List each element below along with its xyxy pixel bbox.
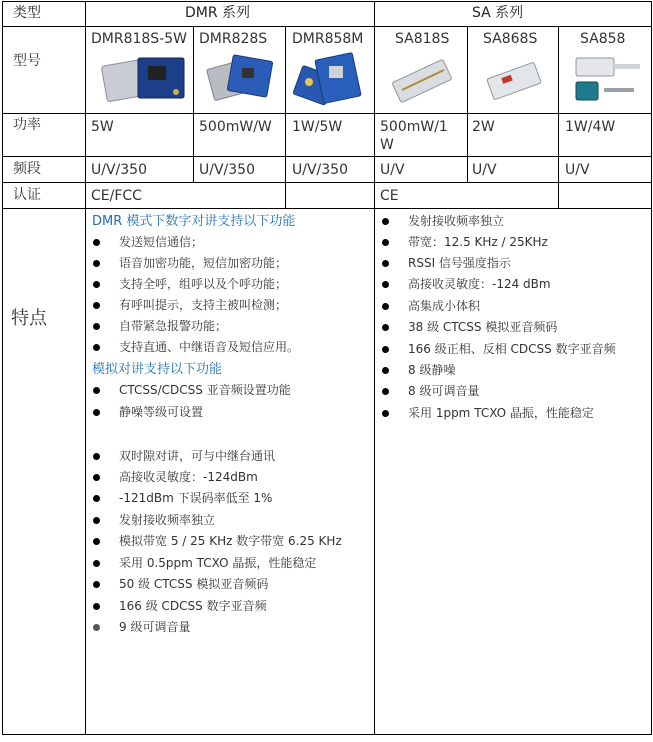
model-name: DMR858M: [292, 31, 364, 47]
list-item: 模拟带宽 5 / 25 KHz 数字带宽 6.25 KHz: [93, 531, 342, 552]
sa-series-header: SA 系列: [472, 5, 524, 21]
row-line-top: [2, 1, 652, 2]
bullet-icon: [93, 624, 100, 631]
bullet-icon: [382, 346, 389, 353]
col-line-dmr828: [193, 26, 194, 182]
bullet-icon: [93, 281, 100, 288]
col-line-right: [651, 1, 652, 735]
row-line-cert: [2, 208, 652, 209]
sa858-module-icon: [570, 52, 645, 107]
bullet-icon: [382, 324, 389, 331]
bullet-icon: [382, 281, 389, 288]
col-line-sa: [374, 1, 375, 735]
list-item: 自带紧急报警功能；: [93, 316, 227, 337]
cert-row-label: 认证: [13, 187, 41, 203]
col-line-left: [2, 1, 3, 735]
list-item: 166 级 CDCSS 数字亚音频: [93, 596, 267, 617]
band-row-label: 频段: [13, 161, 41, 177]
dmr-digital-heading: DMR 模式下数字对讲支持以下功能: [92, 214, 296, 229]
list-item: CTCSS/CDCSS 亚音频设置功能: [93, 380, 291, 401]
list-item: 38 级 CTCSS 模拟亚音频码: [382, 317, 557, 338]
bullet-icon: [93, 474, 100, 481]
sa-cert: CE: [380, 188, 399, 204]
power-value: 1W/5W: [292, 119, 343, 135]
power-value: 1W/4W: [565, 119, 616, 135]
dmr818s-module-icon: [98, 52, 188, 107]
dmr858m-module-icon: [293, 52, 363, 107]
bullet-icon: [93, 560, 100, 567]
model-name: DMR818S-5W: [91, 31, 187, 47]
model-name: SA868S: [483, 31, 538, 47]
list-item: 高接收灵敏度：-124dBm: [93, 467, 258, 488]
bullet-icon: [382, 367, 389, 374]
bullet-icon: [93, 603, 100, 610]
bullet-icon: [93, 409, 100, 416]
list-item: 发射接收频率独立: [93, 510, 215, 531]
band-value: U/V/350: [199, 162, 255, 178]
type-label: 类型: [13, 5, 41, 21]
bullet-icon: [382, 260, 389, 267]
bullet-icon: [382, 218, 389, 225]
band-value: U/V: [380, 162, 405, 178]
bullet-icon: [382, 410, 389, 417]
list-item: RSSI 信号强度指示: [382, 253, 511, 274]
model-name: SA858: [580, 31, 626, 47]
list-item: 采用 0.5ppm TCXO 晶振，性能稳定: [93, 553, 316, 574]
dmr828s-module-icon: [206, 52, 276, 107]
list-item: 发送短信通信；: [93, 232, 203, 253]
list-item: 双时隙对讲，可与中继台通讯: [93, 446, 275, 467]
bullet-icon: [93, 239, 100, 246]
list-item: 8 级可调音量: [382, 381, 479, 402]
power-row-label: 功率: [13, 117, 41, 133]
bullet-icon: [93, 495, 100, 502]
list-item: 高接收灵敏度：-124 dBm: [382, 274, 551, 295]
bullet-icon: [93, 453, 100, 460]
power-value: 5W: [91, 119, 114, 135]
list-item: 带宽：12.5 KHz / 25KHz: [382, 232, 548, 253]
sa818s-module-icon: [388, 56, 458, 106]
bullet-icon: [93, 323, 100, 330]
power-value: 500mW/1: [380, 119, 448, 135]
bullet-icon: [93, 344, 100, 351]
dmr-analog-heading: 模拟对讲支持以下功能: [92, 362, 223, 377]
col-line-sa868: [467, 26, 468, 182]
bullet-icon: [93, 387, 100, 394]
model-name: DMR828S: [199, 31, 268, 47]
band-value: U/V: [565, 162, 590, 178]
bullet-icon: [382, 388, 389, 395]
bullet-icon: [93, 581, 100, 588]
row-line-bottom: [2, 734, 652, 735]
bullet-icon: [93, 260, 100, 267]
list-item: 高集成小体积: [382, 296, 480, 317]
row-line-model: [2, 113, 652, 114]
bullet-icon: [93, 302, 100, 309]
bullet-icon: [382, 303, 389, 310]
power-value-wrap: W: [380, 137, 394, 153]
power-value: 2W: [472, 119, 495, 135]
band-value: U/V: [472, 162, 497, 178]
dmr-cert: CE/FCC: [91, 188, 142, 204]
list-item: 采用 1ppm TCXO 晶振，性能稳定: [382, 403, 594, 424]
band-value: U/V/350: [91, 162, 147, 178]
sa868s-module-icon: [483, 56, 548, 106]
list-item: 静噪等级可设置: [93, 402, 203, 423]
list-item: 语音加密功能，短信加密功能；: [93, 253, 287, 274]
row-line-power: [2, 156, 652, 157]
col-line-label: [85, 1, 86, 735]
list-item: 50 级 CTCSS 模拟亚音频码: [93, 574, 268, 595]
power-value: 500mW/W: [199, 119, 272, 135]
dmr-series-header: DMR 系列: [185, 5, 251, 21]
bullet-icon: [93, 538, 100, 545]
list-item: 支持全呼，组呼以及个呼功能；: [93, 274, 287, 295]
bullet-icon: [93, 517, 100, 524]
list-item: -121dBm 下误码率低至 1%: [93, 488, 272, 509]
model-name: SA818S: [395, 31, 450, 47]
row-line-header: [2, 26, 652, 27]
list-item: 8 级静噪: [382, 360, 455, 381]
col-line-dmr858: [285, 26, 286, 209]
list-item: 有呼叫提示，支持主被叫检测；: [93, 295, 287, 316]
bullet-icon: [382, 239, 389, 246]
col-line-sa858: [558, 26, 559, 209]
list-item: 支持直通、中继语音及短信应用。: [93, 337, 299, 358]
features-row-label: 特点: [11, 308, 47, 329]
list-item: 发射接收频率独立: [382, 211, 504, 232]
band-value: U/V/350: [292, 162, 348, 178]
row-line-band: [2, 182, 652, 183]
list-item: 166 级正相、反相 CDCSS 数字亚音频: [382, 339, 616, 360]
list-item: 9 级可调音量: [93, 617, 190, 638]
model-row-label: 型号: [13, 53, 41, 69]
